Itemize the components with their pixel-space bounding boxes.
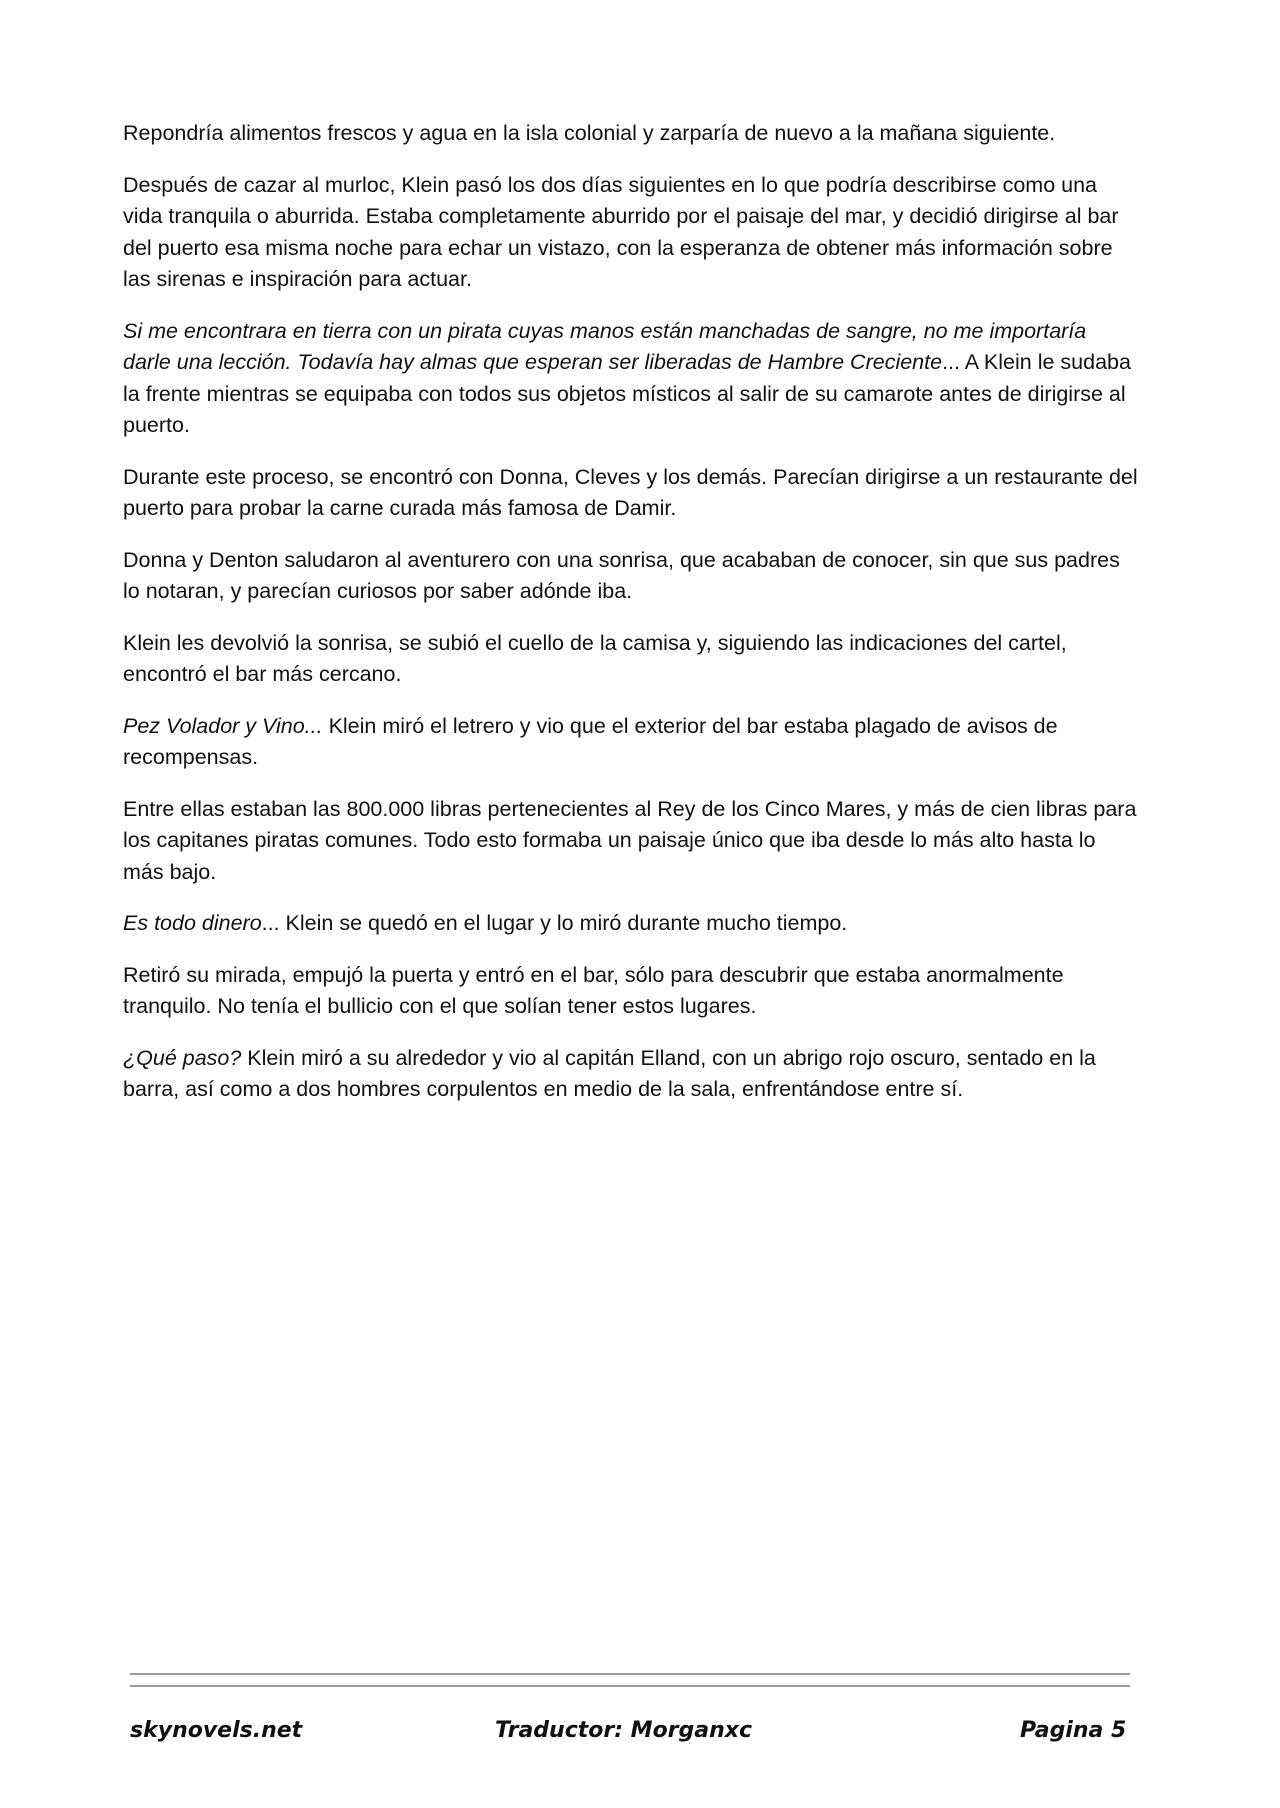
paragraph (123, 960, 1138, 1023)
paragraph (123, 628, 1138, 691)
text-segment: Durante este proceso, se encontró con Donna, Cleves y los demás. Parecían dirigirse a un restaurante del puerto para probar la carne curada más famosa de Damir. (123, 464, 1138, 520)
paragraph (123, 545, 1138, 608)
text-segment: Klein miró el letrero y vio que el exterior del bar estaba plagado de avisos de recompensas. (123, 713, 1058, 769)
italic-text-segment: Es todo dinero (123, 911, 262, 935)
paragraph (123, 316, 1138, 442)
paragraph (123, 462, 1138, 525)
text-segment: Klein les devolvió la sonrisa, se subió el cuello de la camisa y, siguiendo las indicaciones del cartel, encontró el bar más cercano. (123, 630, 1067, 686)
text-segment: Retiró su mirada, empujó la puerta y entró en el bar, sólo para descubrir que estaba anormalmente tranquilo. No tenía el bullicio con el que solían tener estos lugares. (123, 962, 1064, 1018)
paragraph (123, 711, 1138, 774)
italic-text-segment: ¿Qué paso? (123, 1045, 242, 1070)
footer-page-number: Pagina 5 (1020, 1718, 1127, 1743)
footer-translator: Traductor: Morganxc (495, 1718, 753, 1743)
document-body (123, 118, 1138, 1126)
paragraph (123, 794, 1138, 889)
text-segment: Entre ellas estaban las 800.000 libras pertenecientes al Rey de los Cinco Mares, y más de cien libras para los capitanes piratas comunes. Todo esto formaba un paisaje único que iba desde lo más alto hasta lo más bajo. (123, 796, 1137, 884)
text-segment: ... A Klein le sudaba la frente mientras se equipaba con todos sus objetos místicos al salir de su camarote antes de dirigirse al puerto. (123, 350, 1131, 437)
text-segment: Klein miró a su alrededor y vio al capitán Elland, con un abrigo rojo oscuro, sentado en la barra, así como a dos hombres corpulentos en medio de la sala, enfrentándose entre sí. (123, 1045, 1096, 1101)
footer-divider-top (130, 1673, 1130, 1675)
text-segment: Después de cazar al murloc, Klein pasó los dos días siguientes en lo que podría describirse como una vida tranquila o aburrida. Estaba completamente aburrido por el paisaje del mar, y decidió dirigirse al bar del puerto esa misma noche para echar un vistazo, con la esperanza de obtener más información sobre las sirenas e inspiración para actuar. (123, 172, 1119, 291)
footer-divider-bottom (130, 1685, 1130, 1687)
text-segment: ... Klein se quedó en el lugar y lo miró durante mucho tiempo. (261, 911, 848, 935)
paragraph (123, 170, 1138, 296)
footer-site: skynovels.net (130, 1718, 303, 1743)
paragraph (123, 908, 1138, 940)
paragraph (123, 118, 1138, 150)
paragraph (123, 1043, 1138, 1106)
text-segment: Donna y Denton saludaron al aventurero con una sonrisa, que acababan de conocer, sin que sus padres lo notaran, y parecían curiosos por saber adónde iba. (123, 547, 1120, 603)
italic-text-segment: Pez Volador y Vino... (123, 713, 323, 738)
italic-text-segment: Si me encontrara en tierra con un pirata cuyas manos están manchadas de sangre, no me importaría darle una lección. Todavía hay almas que esperan ser liberadas de Hambre Creciente (123, 318, 1087, 374)
text-segment: Repondría alimentos frescos y agua en la isla colonial y zarparía de nuevo a la mañana siguiente. (123, 121, 1056, 145)
